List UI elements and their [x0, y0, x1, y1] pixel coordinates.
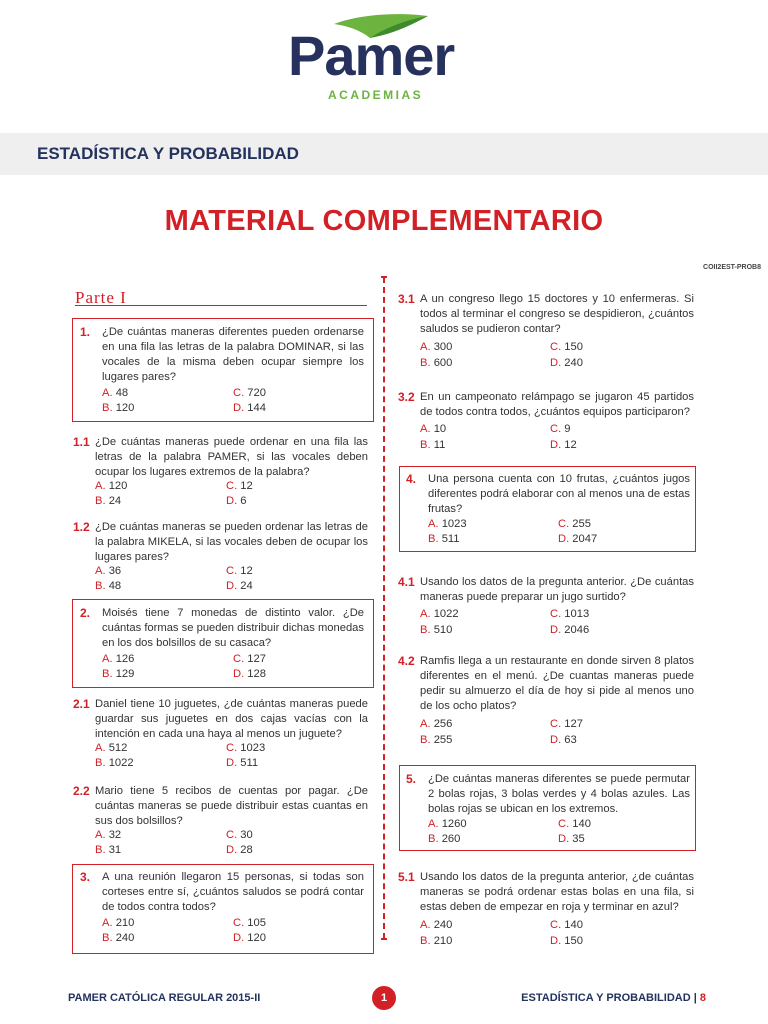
option-a: A. 36	[95, 565, 122, 577]
page-title: MATERIAL COMPLEMENTARIO	[164, 205, 604, 237]
question-number: 4.	[406, 472, 417, 486]
option-b: B. 1022	[95, 757, 134, 769]
footer-page-badge: 1	[372, 986, 396, 1010]
question-number: 5.1	[398, 870, 415, 884]
column-divider	[383, 277, 385, 939]
option-c: C. 140	[550, 919, 583, 931]
option-b: B. 240	[102, 932, 135, 944]
question-text: Mario tiene 5 recibos de cuentas por pagar. ¿De cuántas maneras se puede distribuir estas cuantas en sus dos bolsillos?	[95, 785, 368, 827]
option-b: B. 48	[95, 580, 122, 592]
question-number: 3.1	[398, 292, 415, 306]
question-text: ¿De cuántas maneras puede ordenar en una fila las letras de la palabra PAMER, si las vocales deben ocupar los lugares extremos de la palabra?	[95, 436, 368, 478]
divider-cap-top	[381, 276, 387, 278]
option-a: A. 10	[420, 423, 447, 435]
option-c: C. 12	[226, 565, 253, 577]
option-c: C. 105	[233, 917, 266, 929]
subject-title: ESTADÍSTICA Y PROBABILIDAD	[37, 144, 299, 163]
option-a: A. 48	[102, 387, 129, 399]
option-a: A. 126	[102, 653, 135, 665]
question-number: 1.	[80, 325, 91, 339]
option-a: A. 120	[95, 480, 128, 492]
footer-subject: ESTADÍSTICA Y PROBABILIDAD | 8	[521, 992, 706, 1004]
option-d: D. 12	[550, 439, 577, 451]
footer-page-number: 8	[699, 992, 706, 1004]
question-text: ¿De cuántas maneras diferentes pueden ordenarse en una fila las letras de la palabra DOMINAR, si las vocales de la misma deben ocupar siempre los lugares pares?	[102, 326, 364, 383]
divider-cap-bottom	[381, 938, 387, 940]
question-text: A un congreso llego 15 doctores y 10 enfermeras. Si todos al terminar el congreso se despidieron, ¿cuántos saludos se pudieron contar?	[420, 293, 694, 335]
option-a: A. 32	[95, 829, 122, 841]
question-text: Moisés tiene 7 monedas de distinto valor. ¿De cuántas formas se pueden distribuir dichas monedas en los dos bolsillos de su casaca?	[102, 607, 364, 649]
option-c: C. 12	[226, 480, 253, 492]
question-number: 4.2	[398, 654, 415, 668]
option-d: D. 2047	[558, 533, 598, 545]
logo-sub: ACADEMIAS	[328, 88, 424, 102]
section-heading: Parte I	[75, 288, 127, 307]
option-d: D. 35	[558, 833, 585, 845]
question-text: A una reunión llegaron 15 personas, si todas son corteses entre sí, ¿cuántos saludos se podrá contar de todos contra todos?	[102, 871, 364, 913]
option-a: A. 240	[420, 919, 453, 931]
option-a: A. 300	[420, 341, 453, 353]
option-c: C. 1023	[226, 742, 266, 754]
question-number: 5.	[406, 772, 417, 786]
question-number: 1.2	[73, 520, 90, 534]
question-number: 3.	[80, 870, 91, 884]
question-text: ¿De cuántas maneras diferentes se puede permutar 2 bolas rojas, 3 bolas verdes y 4 bolas azules. Las bolas rojas se ubican en los extremos.	[428, 773, 690, 815]
option-d: D. 150	[550, 935, 583, 947]
option-b: B. 31	[95, 844, 122, 856]
section-underline	[75, 305, 367, 306]
question-text: Ramfis llega a un restaurante en donde sirven 8 platos diferentes en el menú. ¿De cuantas maneras puede pedir su almuerzo el día de hoy si pide al menos uno de los ocho platos?	[420, 655, 694, 712]
option-d: D. 2046	[550, 624, 590, 636]
option-d: D. 120	[233, 932, 266, 944]
option-c: C. 720	[233, 387, 266, 399]
option-a: A. 256	[420, 718, 453, 730]
question-text: Una persona cuenta con 10 frutas, ¿cuántos jugos diferentes podrá elaborar con al menos una de estas frutas?	[428, 473, 690, 515]
option-b: B. 210	[420, 935, 453, 947]
option-b: B. 510	[420, 624, 453, 636]
logo	[0, 0, 768, 110]
option-a: A. 210	[102, 917, 135, 929]
option-b: B. 600	[420, 357, 453, 369]
option-a: A. 512	[95, 742, 128, 754]
option-b: B. 260	[428, 833, 461, 845]
option-d: D. 6	[226, 495, 247, 507]
question-number: 2.2	[73, 784, 90, 798]
question-number: 4.1	[398, 575, 415, 589]
option-c: C. 150	[550, 341, 583, 353]
option-d: D. 128	[233, 668, 266, 680]
option-d: D. 63	[550, 734, 577, 746]
question-text: Usando los datos de la pregunta anterior. ¿De cuántas maneras puede preparar un jugo surtido?	[420, 576, 694, 603]
option-d: D. 240	[550, 357, 583, 369]
option-c: C. 30	[226, 829, 253, 841]
option-c: C. 9	[550, 423, 571, 435]
footer-course: PAMER CATÓLICA REGULAR 2015-II	[68, 992, 261, 1004]
option-b: B. 11	[420, 439, 446, 451]
option-c: C. 127	[550, 718, 583, 730]
option-c: C. 255	[558, 518, 591, 530]
option-a: A. 1022	[420, 608, 459, 620]
option-d: D. 144	[233, 402, 266, 414]
subject-band	[0, 133, 768, 175]
option-b: B. 120	[102, 402, 135, 414]
option-c: C. 1013	[550, 608, 590, 620]
option-b: B. 255	[420, 734, 453, 746]
option-a: A. 1023	[428, 518, 467, 530]
document-code: COII2EST-PROB8	[703, 264, 761, 271]
option-b: B. 24	[95, 495, 122, 507]
logo-name: Pamer	[288, 24, 455, 87]
option-b: B. 129	[102, 668, 135, 680]
question-number: 2.	[80, 606, 91, 620]
question-text: Usando los datos de la pregunta anterior, ¿de cuántas maneras se podrá ordenar estas bolas en una fila, si estas deben de empezar en roja y terminar en azul?	[420, 871, 694, 913]
question-number: 2.1	[73, 697, 90, 711]
question-text: Daniel tiene 10 juguetes, ¿de cuántas maneras puede guardar sus juguetes en dos cajas vacías con la intención en cada una haya al menos un juguete?	[95, 698, 368, 740]
question-text: En un campeonato relámpago se jugaron 45 partidos de todos contra todos, ¿cuántos equipos participaron?	[420, 391, 694, 418]
question-number: 3.2	[398, 390, 415, 404]
option-a: A. 1260	[428, 818, 467, 830]
option-c: C. 127	[233, 653, 266, 665]
question-number: 1.1	[73, 435, 90, 449]
option-c: C. 140	[558, 818, 591, 830]
option-d: D. 511	[226, 757, 259, 769]
option-d: D. 28	[226, 844, 253, 856]
question-text: ¿De cuántas maneras se pueden ordenar las letras de la palabra MIKELA, si las vocales deben de ocupar los lugares pares?	[95, 521, 368, 563]
option-d: D. 24	[226, 580, 253, 592]
option-b: B. 511	[428, 533, 460, 545]
